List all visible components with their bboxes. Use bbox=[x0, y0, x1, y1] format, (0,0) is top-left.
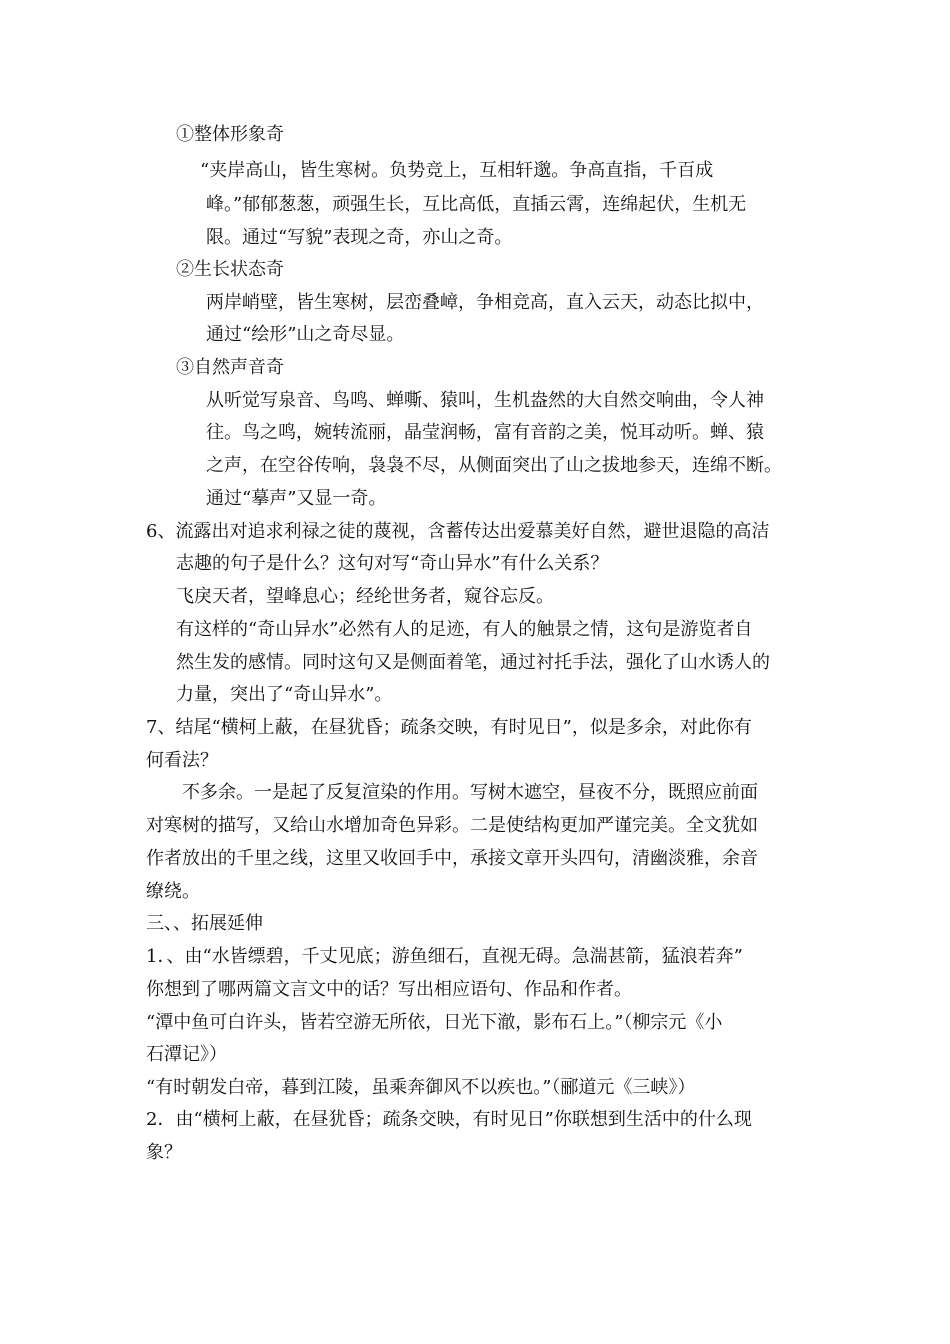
extension-answer: “潭中鱼可白许头，皆若空游无所依，日光下澈，影布石上。”（柳宗元《小 bbox=[146, 1012, 723, 1033]
text-line: 往。鸟之鸣，婉转流丽，晶莹润畅，富有音韵之美，悦耳动听。蝉、猿 bbox=[206, 422, 764, 443]
heading-growth-state: ②生长状态奇 bbox=[176, 259, 284, 280]
text-line: 限。通过“写貌”表现之奇，亦山之奇。 bbox=[206, 227, 513, 248]
extension-answer: 石潭记》） bbox=[146, 1044, 227, 1065]
heading-overall-shape: ①整体形象奇 bbox=[176, 124, 284, 145]
answer-line: 缭绕。 bbox=[146, 881, 200, 902]
answer-line: 力量，突出了“奇山异水”。 bbox=[176, 684, 393, 705]
text-line: 两岸峭壁，皆生寒树，层峦叠嶂，争相竞高，直入云天，动态比拟中， bbox=[206, 292, 764, 313]
extension-question-1: 1．、由“水皆缥碧，千丈见底；游鱼细石，直视无碍。急湍甚箭，猛浪若奔” bbox=[146, 946, 743, 967]
answer-line: 不多余。一是起了反复渲染的作用。写树木遮空，昼夜不分，既照应前面 bbox=[182, 782, 758, 803]
extension-question-2: 2．由“横柯上蔽，在昼犹昏；疏条交映，有时见日”你联想到生活中的什么现 bbox=[146, 1109, 752, 1130]
question-6: 6、流露出对追求利禄之徒的蔑视，含蓄传达出爱慕美好自然，避世退隐的高洁 bbox=[146, 521, 770, 542]
text-line: 峰。”郁郁葱葱，顽强生长，互比高低，直插云霄，连绵起伏，生机无 bbox=[206, 194, 747, 215]
text-line: 通过“摹声”又显一奇。 bbox=[206, 488, 387, 509]
text-line: “夹岸高山，皆生寒树。负势竞上，互相轩邈。争高直指，千百成 bbox=[200, 160, 714, 181]
question-6-cont: 志趣的句子是什么？这句对写“奇山异水”有什么关系？ bbox=[176, 553, 609, 574]
answer-line: 对寒树的描写，又给山水增加奇色异彩。二是使结构更加严谨完美。全文犹如 bbox=[146, 815, 758, 836]
heading-natural-sound: ③自然声音奇 bbox=[176, 357, 284, 378]
question-7-cont: 何看法？ bbox=[146, 750, 218, 771]
text-line: 从听觉写泉音、鸟鸣、蝉嘶、猿叫，生机盎然的大自然交响曲，令人神 bbox=[206, 390, 764, 411]
question-6-quote: 飞戾天者，望峰息心；经纶世务者，窥谷忘反。 bbox=[176, 586, 554, 607]
answer-line: 有这样的“奇山异水”必然有人的足迹，有人的触景之情，这句是游览者自 bbox=[176, 619, 753, 640]
question-7: 7、结尾“横柯上蔽，在昼犹昏；疏条交映，有时见日”，似是多余，对此你有 bbox=[146, 717, 752, 738]
answer-line: 然生发的感情。同时这句又是侧面着笔，通过衬托手法，强化了山水诱人的 bbox=[176, 652, 770, 673]
section-title-extension: 三、、拓展延伸 bbox=[146, 913, 263, 934]
extension-question-2-cont: 象？ bbox=[146, 1142, 182, 1163]
extension-answer: “有时朝发白帝，暮到江陵，虽乘奔御风不以疾也。”（郦道元《三峡》） bbox=[146, 1077, 696, 1098]
text-line: 通过“绘形”山之奇尽显。 bbox=[206, 324, 405, 345]
extension-question-1-cont: 你想到了哪两篇文言文中的话？写出相应语句、作品和作者。 bbox=[146, 979, 632, 1000]
answer-line: 作者放出的千里之线，这里又收回手中，承接文章开头四句，清幽淡雅，余音 bbox=[146, 848, 758, 869]
text-line: 之声，在空谷传响，袅袅不尽，从侧面突出了山之拔地参天，连绵不断。 bbox=[206, 455, 782, 476]
